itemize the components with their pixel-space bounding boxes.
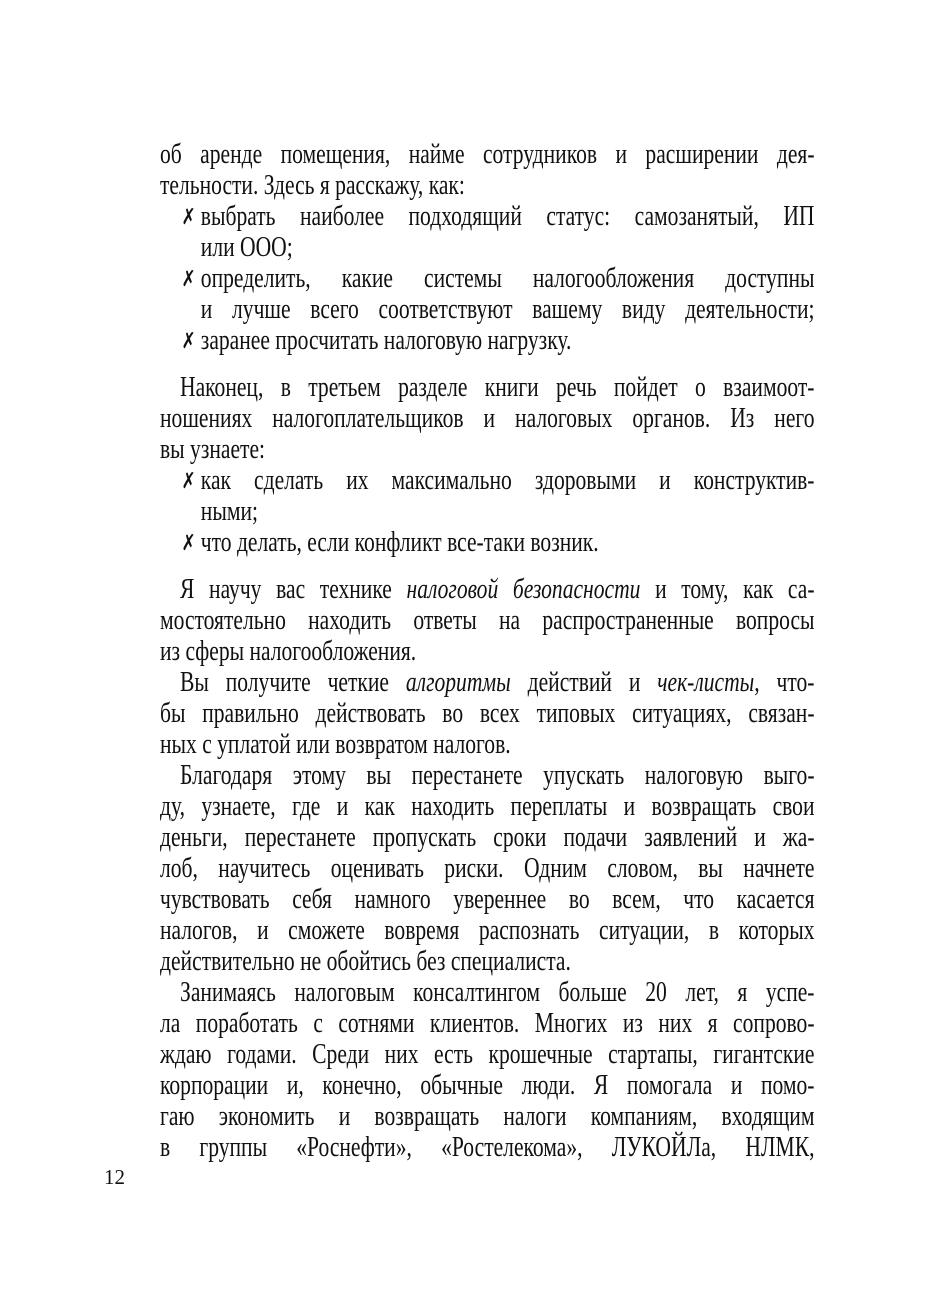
text-segment: ла поработать с сотнями клиентов. Многих из них я сопрово- <box>160 1008 815 1039</box>
text-line <box>160 605 815 636</box>
bullet-item <box>160 263 815 325</box>
text-segment: действий и <box>510 667 658 698</box>
text-line <box>201 325 815 356</box>
italic-text-segment: алгоритмы <box>405 667 511 698</box>
text-segment: вы узнаете: <box>160 434 266 465</box>
text-segment: ждаю годами. Среди них есть крошечные стартапы, гигантские <box>160 1039 815 1070</box>
text-line <box>160 822 815 853</box>
bullet-item <box>160 325 815 356</box>
text-line <box>160 915 815 946</box>
text-segment: определить, какие системы налогообложения доступны <box>200 263 815 294</box>
text-segment: гаю экономить и возвращать налоги компаниям, входящим <box>160 1101 815 1132</box>
paragraph-spacer <box>160 558 815 574</box>
text-segment: из сферы налогообложения. <box>160 636 417 667</box>
bullet-item <box>160 201 815 263</box>
bullet-x-icon: ✗ <box>181 469 196 494</box>
text-line <box>160 977 815 1008</box>
text-segment: Благодаря этому вы перестанете упускать налоговую выго- <box>180 760 815 791</box>
text-line <box>201 527 815 558</box>
bullet-item <box>160 527 815 558</box>
text-segment: в группы «Роснефти», «Ростелекома», ЛУКОЙЛа, НЛМК, <box>160 1132 815 1163</box>
text-segment: или ООО; <box>200 232 293 263</box>
text-line <box>201 465 815 496</box>
text-segment: , что- <box>754 667 815 698</box>
text-segment: Наконец, в третьем разделе книги речь пойдет о взаимоот- <box>180 372 815 403</box>
text-line <box>160 667 815 698</box>
text-line <box>160 1132 815 1163</box>
paragraph <box>160 760 815 977</box>
text-line <box>160 1070 815 1101</box>
text-segment: бы правильно действовать во всех типовых ситуациях, связан- <box>160 698 815 729</box>
text-segment: корпорации и, конечно, обычные люди. Я помогала и помо- <box>160 1070 815 1101</box>
text-line <box>160 1008 815 1039</box>
text-line <box>201 496 815 527</box>
paragraph <box>160 372 815 465</box>
text-segment: действительно не обойтись без специалиста. <box>160 946 571 977</box>
text-segment: заранее просчитать налоговую нагрузку. <box>200 325 572 356</box>
italic-text-segment: чек-листы <box>657 667 755 698</box>
text-segment: Я научу вас технике <box>180 574 407 605</box>
paragraph <box>160 574 815 667</box>
text-segment: Вы получите четкие <box>180 667 406 698</box>
text-line <box>160 1101 815 1132</box>
text-line <box>160 139 815 170</box>
text-line <box>160 434 815 465</box>
text-segment: деньги, перестанете пропускать сроки подачи заявлений и жа- <box>160 822 815 853</box>
bullet-x-icon: ✗ <box>181 329 196 354</box>
text-segment: ными; <box>200 496 259 527</box>
text-segment: чувствовать себя намного увереннее во всем, что касается <box>160 884 815 915</box>
text-line <box>201 294 815 325</box>
text-line <box>160 170 815 201</box>
text-line <box>160 946 815 977</box>
text-line <box>160 853 815 884</box>
italic-text-segment: налоговой безопасности <box>406 574 641 605</box>
text-line <box>160 636 815 667</box>
text-line <box>160 403 815 434</box>
bullet-x-icon: ✗ <box>181 531 196 556</box>
page-number: 12 <box>104 1165 125 1189</box>
text-segment: тельности. Здесь я расскажу, как: <box>160 170 465 201</box>
text-segment: ношениях налогоплательщиков и налоговых органов. Из него <box>160 403 815 434</box>
text-line <box>160 372 815 403</box>
paragraph-spacer <box>160 356 815 372</box>
text-line <box>160 760 815 791</box>
text-segment: мостоятельно находить ответы на распространенные вопросы <box>160 605 815 636</box>
text-segment: Занимаясь налоговым консалтингом больше 20 лет, я успе- <box>180 977 815 1008</box>
text-block <box>160 139 815 1163</box>
text-segment: что делать, если конфликт все-таки возник. <box>200 527 599 558</box>
text-line <box>160 574 815 605</box>
text-line <box>160 1039 815 1070</box>
text-line <box>160 791 815 822</box>
text-segment: ных с уплатой или возвратом налогов. <box>160 729 511 760</box>
paragraph <box>160 667 815 760</box>
text-segment: и тому, как са- <box>640 574 815 605</box>
bullet-item <box>160 465 815 527</box>
text-line <box>160 884 815 915</box>
text-segment: ду, узнаете, где и как находить переплаты и возвращать свои <box>160 791 815 822</box>
text-segment: и лучше всего соответствуют вашему виду деятельности; <box>200 294 815 325</box>
paragraph <box>160 139 815 201</box>
text-segment: лоб, научитесь оценивать риски. Одним словом, вы начнете <box>160 853 815 884</box>
text-line <box>201 232 815 263</box>
text-segment: как сделать их максимально здоровыми и конструктив- <box>200 465 815 496</box>
bullet-x-icon: ✗ <box>181 267 196 292</box>
bullet-x-icon: ✗ <box>181 205 196 230</box>
text-line <box>160 698 815 729</box>
text-line <box>201 263 815 294</box>
text-segment: налогов, и сможете вовремя распознать ситуации, в которых <box>160 915 815 946</box>
paragraph <box>160 977 815 1163</box>
text-segment: выбрать наиболее подходящий статус: самозанятый, ИП <box>200 201 815 232</box>
text-line <box>201 201 815 232</box>
text-line <box>160 729 815 760</box>
text-segment: об аренде помещения, найме сотрудников и расширении дея- <box>160 139 815 170</box>
